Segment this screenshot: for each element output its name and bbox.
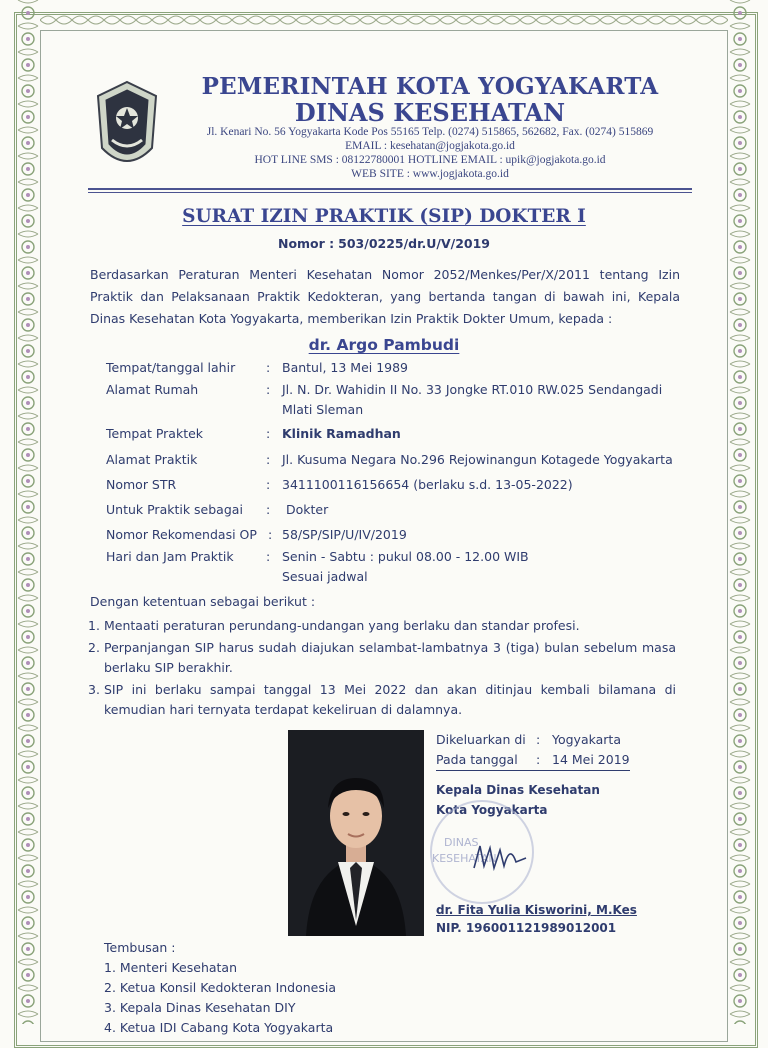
copies-title: Tembusan : — [104, 940, 176, 955]
header-department: DINAS KESEHATAN — [294, 98, 566, 127]
detail-label: Nomor STR — [106, 477, 177, 492]
detail-label: Alamat Rumah — [106, 382, 199, 397]
detail-value: Senin - Sabtu : pukul 08.00 - 12.00 WIB — [282, 549, 529, 564]
copies-item: 2. Ketua Konsil Kedokteran Indonesia — [104, 980, 337, 995]
handwritten-signature — [470, 838, 530, 878]
copies-item: 3. Kepala Dinas Kesehatan DIY — [104, 1000, 296, 1015]
conditions-title: Dengan ketentuan sebagai berikut : — [90, 594, 316, 609]
issued-at-value: Yogyakarta — [552, 732, 621, 747]
detail-separator: : — [268, 527, 273, 542]
detail-value: Dokter — [286, 502, 329, 517]
header-email: EMAIL : kesehatan@jogjakota.go.id — [345, 140, 515, 152]
stamp-text-line1: DINAS — [444, 836, 479, 849]
right-border-ornament — [726, 0, 754, 1024]
document-number-label: Nomor : — [277, 236, 335, 251]
condition-number: 2. — [88, 640, 100, 655]
detail-value: 58/SP/SIP/U/IV/2019 — [282, 527, 407, 542]
top-border-ornament — [40, 10, 728, 30]
issued-date-label: Pada tanggal — [436, 752, 518, 767]
office-title-line2: Kota Yogyakarta — [436, 803, 548, 817]
condition-text: SIP ini berlaku sampai tanggal 13 Mei 2022 dan akan ditinjau kembali bilamana di kemudian hari ternyata terdapat kekeliruan di dalamnya. — [104, 682, 676, 717]
doctor-name: dr. Argo Pambudi — [308, 336, 460, 354]
detail-separator: : — [266, 549, 271, 564]
detail-label: Tempat/tanggal lahir — [106, 360, 236, 375]
doctor-photo — [288, 730, 424, 936]
detail-separator: : — [266, 382, 271, 397]
detail-value: Jl. Kusuma Negara No.296 Rejowinangun Kotagede Yogyakarta — [282, 452, 673, 467]
header-divider-thin — [88, 192, 692, 193]
issued-at-label: Dikeluarkan di — [436, 732, 526, 747]
detail-value-line2: Sesuai jadwal — [282, 569, 368, 584]
detail-value: Klinik Ramadhan — [282, 426, 401, 441]
issued-date-row — [436, 750, 686, 770]
issued-date-value: 14 Mei 2019 — [552, 752, 630, 767]
document-number-value: 503/0225/dr.U/V/2019 — [338, 236, 490, 251]
copies-section — [104, 938, 336, 1038]
document-number — [0, 236, 768, 251]
detail-separator: : — [266, 477, 271, 492]
copies-item: 1. Menteri Kesehatan — [104, 960, 238, 975]
header-website: WEB SITE : www.jogjakota.go.id — [351, 168, 509, 180]
detail-separator: : — [266, 360, 271, 375]
condition-number: 3. — [88, 682, 100, 697]
detail-separator: : — [266, 502, 271, 517]
signer-name: dr. Fita Yulia Kisworini, M.Kes — [436, 903, 637, 917]
detail-value-line2: Mlati Sleman — [282, 402, 364, 417]
signer-nip: NIP. 196001121989012001 — [436, 921, 617, 935]
copies-item: 4. Ketua IDI Cabang Kota Yogyakarta — [104, 1020, 334, 1035]
condition-text: Perpanjangan SIP harus sudah diajukan selambat-lambatnya 3 (tiga) bulan sebelum masa berlaku SIP berakhir. — [104, 640, 676, 675]
detail-separator: : — [266, 426, 271, 441]
issued-at-separator: : — [536, 732, 541, 747]
detail-label: Alamat Praktik — [106, 452, 198, 467]
signature-divider — [436, 770, 630, 771]
detail-label: Nomor Rekomendasi OP — [106, 527, 257, 542]
detail-value: Bantul, 13 Mei 1989 — [282, 360, 409, 375]
detail-label: Tempat Praktek — [106, 426, 204, 441]
header-divider — [88, 188, 692, 190]
stamp-text-line2: KESEHATAN — [432, 852, 497, 865]
header-government: PEMERINTAH KOTA YOGYAKARTA — [201, 73, 659, 100]
header-address: Jl. Kenari No. 56 Yogyakarta Kode Pos 55165 Telp. (0274) 515865, 562682, Fax. (0274) 515869 — [206, 126, 654, 138]
issued-at-row — [436, 730, 686, 750]
detail-label: Hari dan Jam Praktik — [106, 549, 234, 564]
city-emblem-icon — [92, 78, 162, 178]
detail-value: Jl. N. Dr. Wahidin II No. 33 Jongke RT.010 RW.025 Sendangadi — [282, 382, 663, 397]
left-border-ornament — [14, 0, 42, 1024]
condition-number: 1. — [88, 618, 100, 633]
detail-separator: : — [266, 452, 271, 467]
issued-date-separator: : — [536, 752, 541, 767]
office-title-line1: Kepala Dinas Kesehatan — [436, 783, 600, 797]
document-title: SURAT IZIN PRAKTIK (SIP) DOKTER I — [182, 206, 586, 227]
portrait-image — [288, 730, 424, 936]
detail-label: Untuk Praktik sebagai — [106, 502, 243, 517]
condition-text: Mentaati peraturan perundang-undangan yang berlaku dan standar profesi. — [104, 618, 580, 633]
detail-value: 3411100116156654 (berlaku s.d. 13-05-2022) — [282, 477, 573, 492]
header-hotline: HOT LINE SMS : 08122780001 HOTLINE EMAIL : upik@jogjakota.go.id — [254, 154, 606, 166]
intro-paragraph: Berdasarkan Peraturan Menteri Kesehatan Nomor 2052/Menkes/Per/X/2011 tentang Izin Praktik dan Pelaksanaan Praktik Kedokteran, yang bertanda tangan di bawah ini, Kepala Dinas Kesehatan Kota Yogyakarta, memberikan Izin Praktik Dokter Umum, kepada : — [90, 267, 680, 326]
